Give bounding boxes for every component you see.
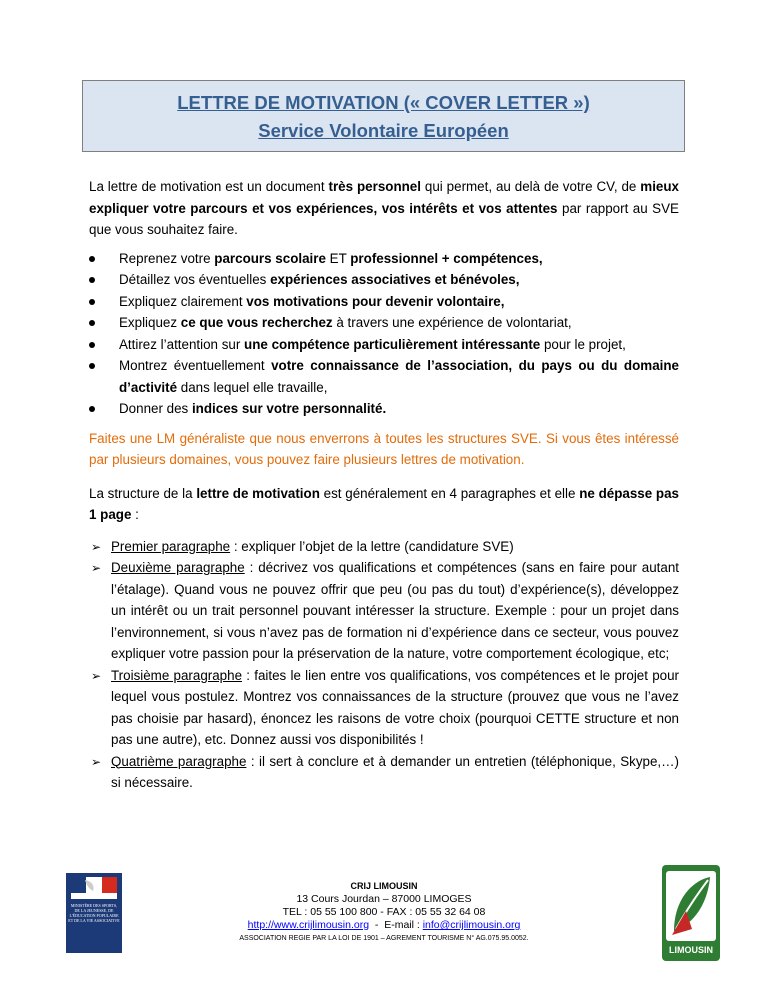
footer-org: CRIJ LIMOUSIN: [350, 881, 418, 891]
bullet-icon: [89, 277, 95, 283]
item-text: Reprenez votre: [119, 250, 215, 266]
list-item: [89, 355, 679, 398]
bullet-icon: [89, 256, 95, 262]
list-item: [89, 312, 679, 334]
intro-text-2: qui permet, au delà de votre CV, de: [420, 179, 641, 194]
arrow-bullet-icon: ➢: [91, 668, 102, 683]
paragraph-text: : expliquer l’objet de la lettre (candidature SVE): [230, 538, 514, 554]
region-name: LIMOUSIN: [669, 945, 713, 955]
item-bold: expériences associatives et bénévoles,: [270, 272, 520, 287]
structure-bold-2: ne dépasse pas 1 page: [89, 485, 680, 522]
structure-text-3: :: [131, 507, 139, 522]
list-item: [89, 398, 679, 420]
document-title: LETTRE DE MOTIVATION (« COVER LETTER »): [177, 92, 590, 113]
paragraph-label: Troisième paragraphe: [111, 667, 243, 683]
item-text: pour le projet,: [540, 336, 626, 352]
item-bold: professionnel + compétences,: [350, 250, 543, 266]
footer-association: ASSOCIATION REGIE PAR LA LOI DE 1901 – AGREMENT TOURISME N° AG.075.95.0052.: [239, 935, 529, 942]
email-link[interactable]: info@crijlimousin.org: [422, 919, 521, 931]
bullet-icon: [89, 406, 95, 412]
document-body: [89, 176, 679, 794]
arrow-bullet-icon: ➢: [91, 561, 102, 575]
footer: [200, 880, 568, 945]
bullet-icon: [89, 363, 95, 369]
item-bold: parcours scolaire: [214, 250, 326, 266]
item-text: dans lequel elle travaille,: [177, 379, 328, 395]
list-item: [89, 291, 679, 313]
item-bold: votre connaissance de l’association, du pays ou du domaine d’activité: [119, 358, 679, 395]
email-label: - E-mail :: [369, 919, 423, 931]
list-item: [89, 269, 679, 291]
limousin-logo: [662, 865, 720, 961]
bullet-icon: [89, 320, 95, 326]
paragraph-text: : décrivez vos qualifications et compétences (sans en faire pour autant l’étalage). Quand vous ne pouvez offrir que peu (ou pas du tout) d’expérience(s), développez un intérêt ou un trait personnel pouvant intéresser la structure. Exemple : pour un projet dans l’environnement, si vous n’avez pas de formation ni d’expérience dans ce secteur, vous pouvez expliquer votre passion pour la préservation de la nature, votre comportement écologique, etc;: [111, 560, 679, 661]
intro-bold-1: très personnel: [328, 179, 421, 194]
ministry-name: MINISTÈRE DES SPORTS, DE LA JEUNESSE, DE L'ÉDUCATION POPULAIRE ET DE LA VIE ASSOCIATIVE: [68, 903, 120, 923]
item-bold: vos motivations pour devenir volontaire,: [246, 293, 505, 309]
item-text: Expliquez clairement: [119, 293, 247, 309]
item-text: Attirez l’attention sur: [119, 336, 245, 352]
list-item: [89, 557, 679, 665]
footer-contact: [200, 919, 568, 932]
item-bold: indices sur votre personnalité.: [191, 401, 387, 416]
item-text: Expliquez: [119, 315, 181, 330]
paragraph-list: [89, 536, 679, 794]
arrow-bullet-icon: ➢: [91, 539, 102, 554]
paragraph-text: : faites le lien entre vos qualifications, vos compétences et le projet pour lequel vous postulez. Montrez vos connaissances de la structure (prouvez que vous ne l’avez pas choisie par hasard), énoncez les raisons de votre choix (pourquoi CETTE structure et non pas une autre), etc. Donnez aussi vos disponibilités !: [111, 667, 679, 747]
leaf-icon: [666, 871, 716, 941]
item-text: à travers une expérience de volontariat,: [332, 315, 572, 330]
bullet-icon: [89, 299, 95, 305]
document-subtitle: Service Volontaire Européen: [258, 120, 509, 141]
list-item: [89, 248, 679, 270]
item-bold: ce que vous recherchez: [180, 315, 333, 330]
marianne-flag-icon: [71, 877, 117, 899]
list-item: [89, 334, 679, 356]
arrow-bullet-icon: ➢: [91, 754, 102, 769]
item-text: Montrez éventuellement: [119, 358, 272, 373]
intro-text-3: par rapport au SVE que vous souhaitez faire.: [89, 200, 679, 237]
title-box: [82, 80, 685, 152]
bullet-icon: [89, 342, 95, 348]
advice-list: [89, 248, 679, 420]
structure-text-2: est généralement en 4 paragraphes et elle: [319, 485, 580, 501]
structure-bold-1: lettre de motivation: [196, 485, 320, 501]
list-item: [89, 665, 679, 751]
list-item: [89, 751, 679, 794]
intro-text-1: La lettre de motivation est un document: [89, 179, 329, 194]
website-link[interactable]: http://www.crijlimousin.org: [247, 919, 370, 931]
paragraph-label: Deuxième paragraphe: [111, 560, 245, 575]
structure-text-1: La structure de la: [89, 485, 197, 501]
item-text: Donner des: [119, 401, 192, 416]
item-text: ET: [325, 250, 351, 266]
intro-bold-2: mieux expliquer votre parcours et vos expériences, vos intérêts et vos attentes: [89, 179, 679, 216]
orange-note: Faites une LM généraliste que nous enverrons à toutes les structures SVE. Si vous êtes intéressé par plusieurs domaines, vous pouvez faire plusieurs lettres de motivation.: [89, 430, 679, 467]
ministry-logo: [66, 873, 122, 953]
footer-phone: TEL : 05 55 100 800 - FAX : 05 55 32 64 08: [282, 906, 486, 918]
list-item: [89, 536, 679, 558]
item-text: Détaillez vos éventuelles: [119, 272, 271, 287]
intro-paragraph: [89, 176, 679, 241]
structure-paragraph: [89, 483, 679, 526]
item-bold: une compétence particulièrement intéressante: [244, 336, 541, 352]
footer-address: 13 Cours Jourdan – 87000 LIMOGES: [296, 893, 472, 905]
paragraph-label: Premier paragraphe: [111, 538, 231, 554]
paragraph-label: Quatrième paragraphe: [111, 753, 247, 769]
paragraph-text: : il sert à conclure et à demander un entretien (téléphonique, Skype,…) si nécessaire.: [111, 753, 679, 790]
